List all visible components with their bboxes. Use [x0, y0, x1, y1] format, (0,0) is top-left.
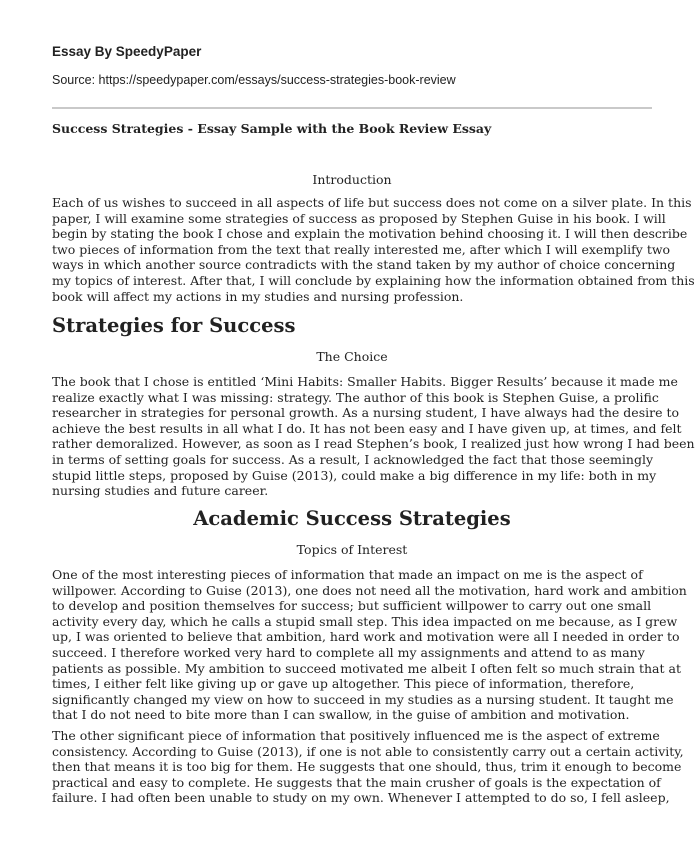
- paragraph-line: achieve the best results in all what I do. It has not been easy and I have given up, at times, and felt: [52, 420, 682, 436]
- paragraph-line: practical and easy to complete. He suggests that the main crusher of goals is the expectation of: [52, 774, 661, 790]
- paragraph-line: paper, I will examine some strategies of success as proposed by Stephen Guise in his book. I will: [52, 210, 666, 226]
- section-heading-strategies: Strategies for Success: [52, 314, 296, 337]
- paragraph-line: nursing studies and future career.: [52, 483, 269, 499]
- topics-heading: Topics of Interest: [296, 542, 408, 557]
- paragraph-line: researcher in strategies for personal growth. As a nursing student, I have always had the desire to: [52, 405, 680, 421]
- paragraph-line: patients as possible. My ambition to succeed motivated me albeit I often felt so much strain that at: [52, 660, 681, 676]
- paragraph-line: One of the most interesting pieces of information that made an impact on me is the aspect of: [52, 567, 643, 582]
- document-source-line: Source: https://speedypaper.com/essays/success-strategies-book-review: [52, 73, 456, 87]
- paragraph-line: to develop and position themselves for success; but sufficient willpower to carry out one small: [52, 598, 652, 614]
- paragraph-line: succeed. I therefore worked very hard to complete all my assignments and attend to as many: [52, 644, 645, 660]
- paragraph-line: up, I was oriented to believe that ambition, hard work and motivation were all I needed in order to: [52, 629, 680, 645]
- paragraph-line: Each of us wishes to succeed in all aspects of life but success does not come on a silver plate. In this: [52, 195, 692, 210]
- document-header-title: Essay By SpeedyPaper: [52, 44, 202, 59]
- paragraph-line: in terms of setting goals for success. As a result, I acknowledged the fact that those seemingly: [52, 451, 654, 467]
- choice-heading: The Choice: [316, 349, 388, 364]
- intro-paragraph: [52, 195, 695, 304]
- paragraph-line: times, I either felt like giving up or gave up altogether. This piece of information, therefore,: [52, 676, 635, 692]
- paragraph-line: consistency. According to Guise (2013), if one is not able to consistently carry out a certain activity,: [52, 743, 684, 759]
- paragraph-line: activity every day, which he calls a stupid small step. This idea impacted on me because, as I grew: [52, 613, 678, 629]
- paragraph-line: my topics of interest. After that, I will conclude by explaining how the information obtained from this: [52, 272, 695, 288]
- paragraph-line: book will affect my actions in my studies and nursing profession.: [52, 288, 464, 304]
- essay-title: Success Strategies - Essay Sample with the Book Review Essay: [52, 121, 492, 136]
- paragraph-line: realize exactly what I was missing: strategy. The author of this book is Stephen Guise, a prolific: [52, 389, 659, 405]
- consistency-paragraph: [52, 728, 684, 806]
- paragraph-line: rather demoralized. However, as soon as I read Stephen’s book, I realized just how wrong I had been: [52, 436, 695, 452]
- paragraph-line: ways in which another source contradicts with the stand taken by my author of choice concerning: [52, 257, 676, 273]
- paragraph-line: The other significant piece of information that positively influenced me is the aspect of extreme: [52, 728, 660, 743]
- section-heading-academic: Academic Success Strategies: [193, 507, 511, 530]
- header-divider: [52, 107, 652, 109]
- paragraph-line: stupid little steps, proposed by Guise (2013), could make a big difference in my life: both in my: [52, 467, 657, 483]
- topics-paragraph: [52, 567, 687, 723]
- paragraph-line: that I do not need to bite more than I can swallow, in the guise of ambition and motivation.: [52, 707, 630, 723]
- paragraph-line: then that means it is too big for them. He suggests that one should, thus, trim it enough to become: [52, 759, 682, 775]
- paragraph-line: significantly changed my view on how to succeed in my studies as a nursing student. It taught me: [52, 691, 674, 707]
- paragraph-line: two pieces of information from the text that really interested me, after which I will exemplify two: [52, 241, 671, 257]
- paragraph-line: willpower. According to Guise (2013), one does not need all the motivation, hard work and ambition: [52, 582, 687, 598]
- choice-paragraph: [52, 374, 695, 499]
- paragraph-line: failure. I had often been unable to study on my own. Whenever I attempted to do so, I fell asleep,: [52, 790, 670, 806]
- intro-heading: Introduction: [312, 172, 392, 187]
- paragraph-line: begin by stating the book I chose and explain the motivation behind choosing it. I will then describe: [52, 226, 688, 242]
- paragraph-line: The book that I chose is entitled ‘Mini Habits: Smaller Habits. Bigger Results’ because it made me: [52, 374, 678, 389]
